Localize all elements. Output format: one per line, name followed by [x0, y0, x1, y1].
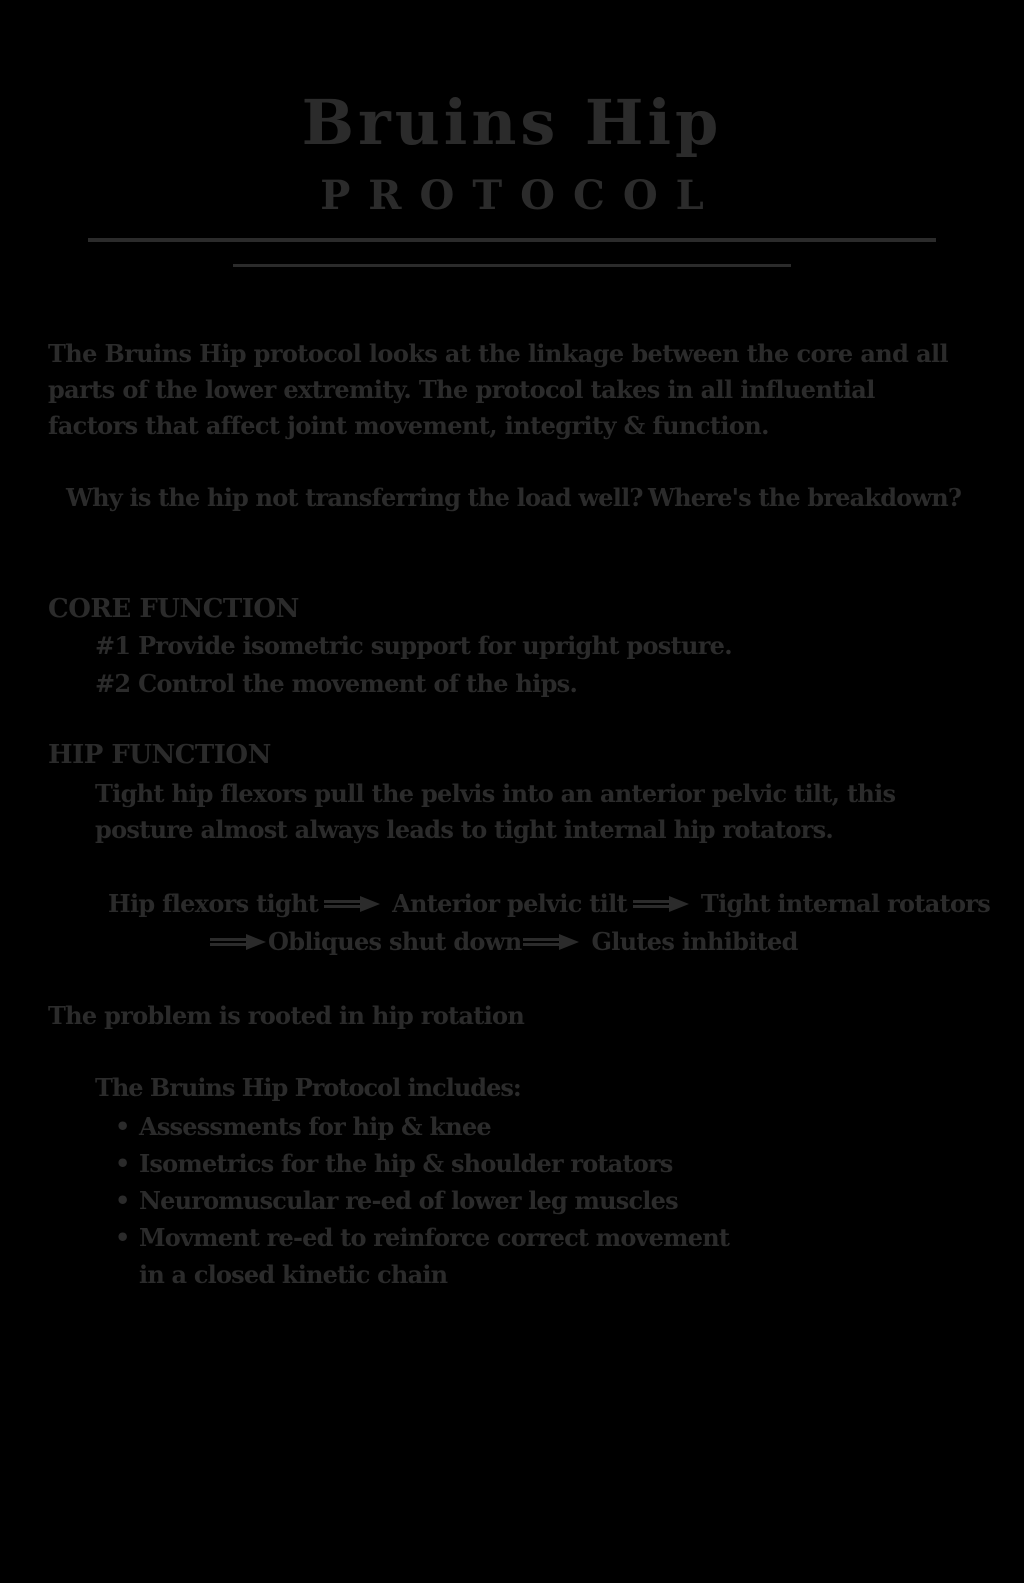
list-item-text: Isometrics for the hip & shoulder rotators — [139, 1149, 673, 1178]
page-title: Bruins Hip — [301, 86, 723, 159]
list-item — [115, 1108, 735, 1145]
flow-line-2 — [208, 924, 798, 960]
includes-list — [115, 1108, 735, 1293]
divider-long — [88, 238, 936, 242]
flow-step-obliques: Obliques shut down — [268, 927, 522, 956]
core-item-1: #1 Provide isometric support for upright posture. — [95, 631, 732, 660]
bullet-icon: • — [115, 1186, 130, 1215]
question-breakdown: Where's the breakdown? — [648, 483, 962, 512]
list-item-text: Movment re-ed to reinforce correct movement in a closed kinetic chain — [139, 1223, 730, 1289]
bullet-icon: • — [115, 1149, 130, 1178]
questions-row — [66, 480, 966, 516]
list-item — [115, 1182, 735, 1219]
flow-step-hip-flexors: Hip flexors tight — [108, 889, 319, 918]
list-item — [115, 1219, 735, 1293]
right-arrow-icon — [633, 895, 689, 913]
flow-step-glutes: Glutes inhibited — [591, 927, 798, 956]
flow-line-1 — [108, 886, 990, 922]
hip-function-heading: HIP FUNCTION — [48, 740, 271, 770]
bullet-icon: • — [115, 1223, 130, 1252]
bullet-icon: • — [115, 1112, 130, 1141]
list-item-text: Neuromuscular re-ed of lower leg muscles — [139, 1186, 678, 1215]
includes-heading: The Bruins Hip Protocol includes: — [95, 1073, 521, 1102]
core-function-heading: CORE FUNCTION — [48, 594, 299, 624]
list-item-text: Assessments for hip & knee — [139, 1112, 491, 1141]
question-load-transfer: Why is the hip not transferring the load well? — [66, 483, 643, 512]
right-arrow-icon — [324, 895, 380, 913]
right-arrow-icon — [523, 933, 579, 951]
list-item — [115, 1145, 735, 1182]
hip-function-text: Tight hip flexors pull the pelvis into an anterior pelvic tilt, this posture almost always leads to tight internal hip rotators. — [95, 779, 896, 844]
page-subtitle: PROTOCOL — [320, 172, 722, 219]
right-arrow-icon — [210, 933, 266, 951]
flow-step-internal-rotators: Tight internal rotators — [700, 889, 991, 918]
divider-short — [233, 264, 791, 267]
intro-paragraph: The Bruins Hip protocol looks at the linkage between the core and all parts of the lower extremity. The protocol takes in all influential factors that affect joint movement, integrity & function. — [48, 339, 949, 440]
problem-statement: The problem is rooted in hip rotation — [48, 1001, 525, 1030]
core-item-2: #2 Control the movement of the hips. — [95, 669, 578, 698]
flow-step-pelvic-tilt: Anterior pelvic tilt — [392, 889, 627, 918]
